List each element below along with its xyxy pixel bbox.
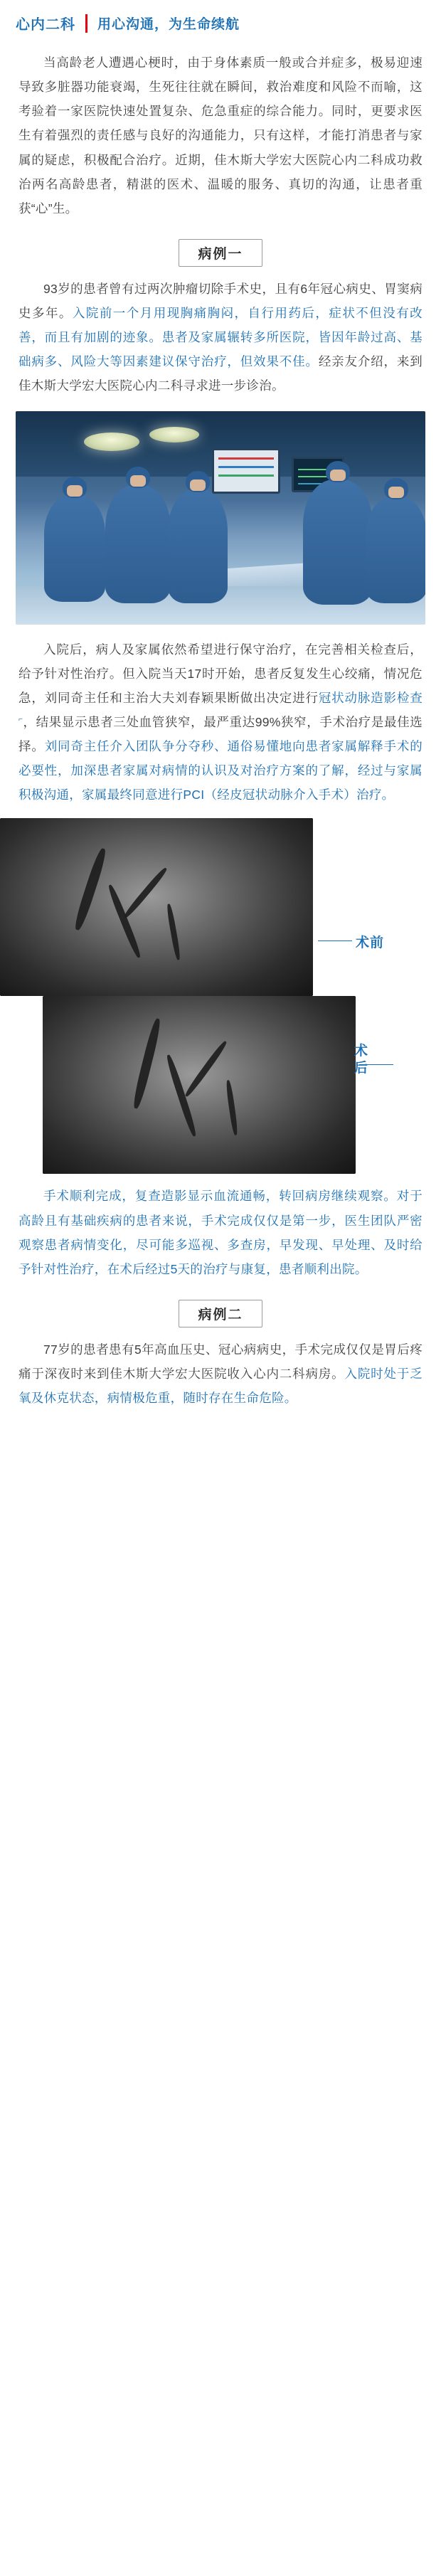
angiogram-after-image [43, 996, 356, 1174]
case-one-p2-mid: ，结果显示患者三处血管狭窄，最严重达99%狭窄，手术治疗是最佳选择。 [18, 714, 423, 753]
medical-staff [168, 489, 228, 603]
article-header [0, 0, 441, 41]
angiogram-before-inner [0, 818, 313, 996]
surgical-lamp-icon [149, 427, 199, 442]
case-two-title-wrap [0, 1300, 441, 1327]
case-one-p1-highlight: 入院前一个月用现胸痛胸闷，自行用药后，症状不但没有改善，而且有加剧的迹象。患者及家属辗转多所医院，皆因年龄过高、基础病多、风险大等因素建议保守治疗，但效果不佳。 [18, 306, 423, 369]
case-one-paragraph-1 [18, 277, 423, 398]
medical-staff [366, 497, 425, 603]
angiogram-before-wrap [0, 818, 441, 996]
label-line-before [318, 940, 352, 941]
link-marker-icon: ⌐ [18, 716, 23, 724]
department-title: 心内二科 [16, 17, 75, 33]
angiogram-before-image [0, 818, 313, 996]
case-two-title: 病例二 [179, 1300, 262, 1327]
case-one-title: 病例一 [179, 239, 262, 267]
operating-room-photo [16, 411, 425, 625]
angiography-link-label: 冠状动脉造影检查 [318, 690, 423, 705]
angiogram-after-wrap [0, 996, 441, 1174]
case-two-p1-highlight: 入院时处于乏氧及休克状态，病情极危重，随时存在生命危险。 [18, 1367, 423, 1406]
case-one-p2-highlight: 刘同奇主任介入团队争分夺秒、通俗易懂地向患者家属解释手术的必要性，加深患者家属对病情的认识及对治疗方案的了解，经过与家属积极沟通，家属最终同意进行PCI（经皮冠状动脉介入手术）治疗。 [18, 739, 423, 802]
label-after: 术后 [354, 1044, 369, 1076]
case-one-p2-pre: 入院后，病人及家属依然希望进行保守治疗，在完善相关检查后，给予针对性治疗。但入院当天17时开始，患者反复发生心绞痛，情况危急，刘同奇主任和主治大夫刘春颖果断做出决定进行 [18, 642, 423, 705]
label-before: 术前 [356, 935, 385, 951]
angiogram-figures [0, 818, 441, 1174]
medical-staff [303, 479, 373, 605]
case-two-paragraph-1 [18, 1337, 423, 1410]
case-one-p1-post: 经亲友介绍，来到佳木斯大学宏大医院心内二科寻求进一步诊治。 [18, 354, 423, 393]
medical-staff [105, 485, 171, 603]
operating-room-photo-figure [16, 411, 425, 625]
case-two-p1-pre: 77岁的患者患有5年高血压史、冠心病病史，手术完成仅仅是胃后疼痛于深夜时来到佳木斯大学宏大医院收入心内二科病房。 [18, 1342, 423, 1381]
case-one-paragraph-2 [18, 637, 423, 807]
angiogram-after-inner [43, 996, 356, 1174]
medical-staff [44, 495, 105, 602]
case-one-paragraph-3 [18, 1184, 423, 1281]
intro-paragraph: 当高龄老人遭遇心梗时，由于身体素质一般或合并症多，极易迎速导致多脏器功能衰竭，生死往往就在瞬间，救治难度和风险不而喻，这考验着一家医院快速处置复杂、危急重症的综合能力。同时，更要求医生有着强烈的责任感与良好的沟通能力，只有这样，才能打消患者与家属的疑虑，积极配合治疗。近期，佳木斯大学宏大医院心内二科成功救治两名高龄患者，精湛的医术、温暖的服务、真切的沟通，让患者重获“心”生。 [18, 55, 423, 216]
header-slogan: 用心沟通，为生命续航 [97, 17, 240, 32]
monitor-screen [212, 448, 280, 494]
case-one-p1-pre: 93岁的患者曾有过两次肿瘤切除手术史，且有6年冠心病史、胃窦病史多年。 [18, 281, 423, 320]
case-one-p3-highlight: 手术顺利完成，复查造影显示血流通畅，转回病房继续观察。对于高龄且有基础疾病的患者来说，手术完成仅仅是第一步，医生团队严密观察患者病情变化，尽可能多巡视、多查房，早发现、早处理、及时给予针对性治疗，在术后经过5天的治疗与康复，患者顺利出院。 [18, 1189, 423, 1276]
surgical-lamp-icon [84, 433, 139, 451]
case-one-title-wrap [0, 239, 441, 267]
header-divider [85, 14, 87, 33]
